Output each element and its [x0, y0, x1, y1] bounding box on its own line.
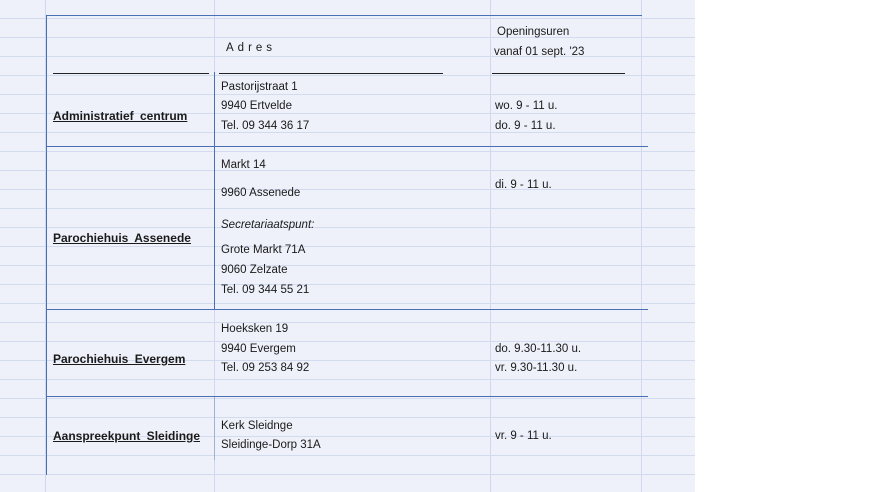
address-line: Kerk Sleidnge [221, 420, 293, 432]
hours-line: vr. 9.30-11.30 u. [495, 362, 578, 374]
address-line: Grote Markt 71A [221, 244, 306, 256]
table-top-border [46, 15, 642, 16]
row-divider-2 [46, 309, 648, 310]
header-underline-hours [492, 73, 625, 74]
address-line: 9960 Assenede [221, 187, 301, 199]
secretariat-label: Secretariaatspunt: [221, 219, 315, 231]
hours-column-subtitle: vanaf 01 sept. '23 [494, 46, 585, 58]
column-divider [214, 72, 215, 309]
phone-line: Tel. 09 344 36 17 [221, 120, 310, 132]
address-line: Hoeksken 19 [221, 323, 289, 335]
location-name: Aanspreekpunt Sleidinge [53, 429, 201, 443]
location-name: Administratief centrum [53, 109, 188, 123]
phone-line: Tel. 09 344 55 21 [221, 284, 310, 296]
column-divider-lower [214, 396, 215, 460]
hours-column-title: Openingsuren [497, 26, 570, 38]
table-left-border [46, 15, 47, 475]
hours-line: vr. 9 - 11 u. [495, 430, 552, 442]
row-divider-1 [46, 146, 648, 147]
address-line: Pastorijstraat 1 [221, 81, 298, 93]
header-underline-address [219, 73, 443, 74]
address-line: Sleidinge-Dorp 31A [221, 439, 321, 451]
phone-line: Tel. 09 253 84 92 [221, 362, 310, 374]
header-underline-name [53, 73, 209, 74]
hours-line: do. 9 - 11 u. [495, 120, 556, 132]
address-line: 9940 Evergem [221, 343, 296, 355]
location-name: Parochiehuis Evergem [53, 352, 186, 366]
hours-line: do. 9.30-11.30 u. [495, 343, 582, 355]
location-name: Parochiehuis Assenede [53, 231, 191, 245]
address-line: 9940 Ertvelde [221, 100, 292, 112]
row-divider-3 [46, 396, 648, 397]
address-line: Markt 14 [221, 159, 266, 171]
address-line: 9060 Zelzate [221, 264, 288, 276]
address-column-header: Adres [226, 42, 277, 54]
hours-line: di. 9 - 11 u. [495, 179, 552, 191]
hours-line: wo. 9 - 11 u. [495, 100, 558, 112]
